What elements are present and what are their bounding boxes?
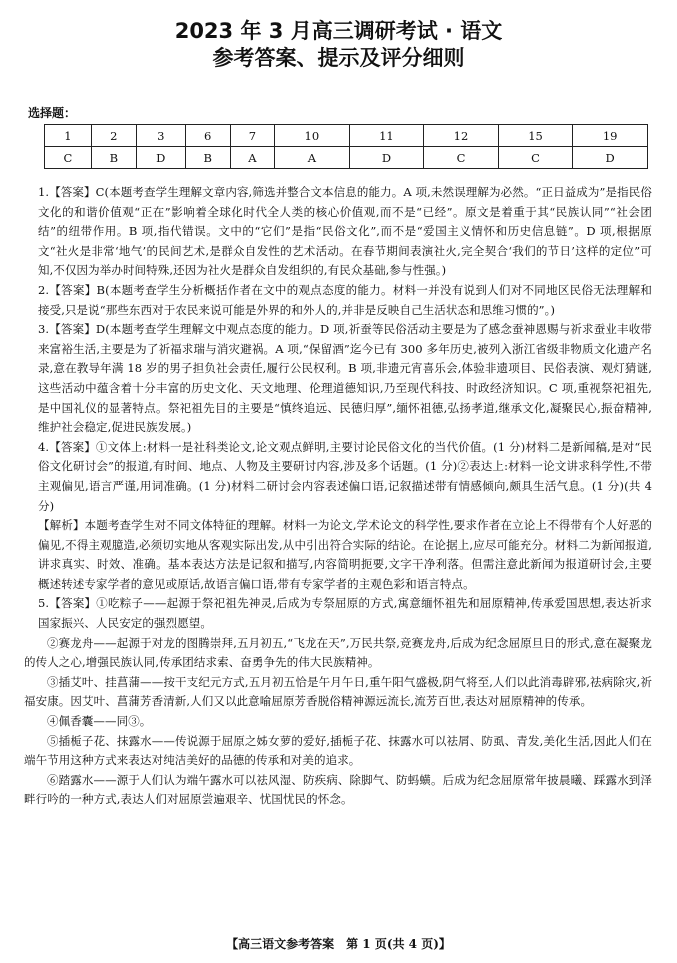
question-number: 19 [573,125,648,147]
question-number: 10 [275,125,350,147]
page-subtitle: 参考答案、提示及评分细则 [212,46,465,70]
answer-paragraph-q5: 5.【答案】①吃粽子——起源于祭祀祖先神灵,后成为专祭屈原的方式,寓意缅怀祖先和屈原精神,传承爱国思想,表达祈求国家振兴、人民安定的强烈愿望。 [38,596,652,631]
answer-paragraph-q1: 1.【答案】C(本题考查学生理解文章内容,筛选并整合文本信息的能力。A 项,未然误理解为必然。“正日益成为”是指民俗文化的和谐价值观“正在”影响着全球化时代全人类的核心价值观,而不是“已经”。原文是着重于其“民族认同”“社会团结”的纽带作用。B 项,指代错误。文中的“它们”是指“民俗文化”,而不是“爱国主义情怀和历史信息链”。D 项,根据原文“社火是非常‘地气’的民间艺术,是群众自发性的艺术活动。在春节期间表演社火,完全契合‘我们的节日’这样的定位”可知,不仅因为举办时间特殊,还因为社火是群众自发组织的,有民众基础,参与性强。) [38,185,652,278]
question-number: 2 [91,125,136,147]
choice-section-label: 选择题： [28,106,77,120]
answer-cell: D [349,147,424,169]
answer-explanations [24,183,652,810]
page-footer: 【高三语文参考答案 第 1 页(共 4 页)】 [226,937,451,951]
question-number: 15 [498,125,573,147]
question-number: 12 [424,125,499,147]
answer-item-dew: ⑥踏露水——源于人们认为端午露水可以祛风湿、防疾病、除脚气、防蚂蟥。后成为纪念屈原常年披晨曦、踩露水到泽畔行吟的一种方式,表达人们对屈原尝遍艰辛、忧国忧民的怀念。 [24,772,652,807]
question-number: 6 [185,125,230,147]
answer-item-mugwort: ③插艾叶、挂菖蒲——按干支纪元方式,五月初五恰是午月午日,重午阳气盛极,阴气将至,人们以此消毒辟邪,祛病除灾,祈福安康。因艾叶、菖蒲芳香清新,人们又以此意喻屈原芳香脱俗精神源远流长,流芳百世,表达对屈原精神的传承。 [24,674,652,709]
answer-paragraph-q4: 4.【答案】①文体上:材料一是社科类论文,论文观点鲜明,主要讨论民俗文化的当代价值。(1 分)材料二是新闻稿,是对“民俗文化研讨会”的报道,有时间、地点、人物及主要研讨内容,涉及多个话题。(1 分)②表达上:材料一论文讲求科学性,不带主观偏见,语言严谨,用词准确。(1 分)材料二研讨会内容表述偏口语,记叙描述带有情感倾向,颇具生活气息。(1 分)(共 4 分) [38,439,652,513]
answer-cell: C [498,147,573,169]
answer-cell: D [136,147,185,169]
page-title: 2023 年 3 月高三调研考试 · 语文 [174,19,503,43]
question-number: 3 [136,125,185,147]
answer-cell: C [45,147,92,169]
answer-paragraph-q3: 3.【答案】D(本题考查学生理解文中观点态度的能力。D 项,祈蚕等民俗活动主要是为了感念蚕神恩赐与祈求蚕业丰收带来富裕生活,主要是为了祈福求瑞与消灾避祸。A 项,“保留酒”迄今已有 300 多年历史,被列入浙江省级非物质文化遗产名录,意在教导年满 18 岁的男子担负社会责任,履行公民权利。B 项,非遗元宵喜乐会,体验非遗项目、民俗表演、观灯猜谜,这些活动中蕴含着十分丰富的历史文化、天文地理、伦理道德知识,乃至现代科技、时政经济知识。C 项,重视祭祀祖先,是中国礼仪的显著特点。祭祀祖先目的主要是“慎终追远、民德归厚”,缅怀祖德,弘扬孝道,继承文化,凝聚民心,振奋精神,维护社会稳定,促进民族发展。) [38,322,652,435]
answer-paragraph-q2: 2.【答案】B(本题考查学生分析概括作者在文中的观点态度的能力。材料一并没有说到人们对不同地区民俗无法理解和接受,只是说“那些东西对于农民来说可能是外界的和外人的,并非是反映自己生活状态和思维习惯的”。) [38,282,652,317]
answer-item-sachet: ④佩香囊——同③。 [47,714,152,729]
answer-cell: A [230,147,274,169]
question-number: 11 [349,125,424,147]
answer-item-gardenia: ⑤插栀子花、抹露水——传说源于屈原之姊女萝的爱好,插栀子花、抹露水可以祛屑、防虱、青发,美化生活,因此人们在端午节用这种方式来表达对纯洁美好的品德的传承和对美的追求。 [24,733,652,768]
answer-cell: C [424,147,499,169]
question-number: 7 [230,125,274,147]
answer-table-answer-row [45,147,648,169]
answer-cell: A [275,147,350,169]
answer-table-number-row [45,125,648,147]
answer-item-dragon-boat: ②赛龙舟——起源于对龙的图腾崇拜,五月初五,“飞龙在天”,万民共祭,竞赛龙舟,后成为纪念屈原旦日的形式,意在凝聚龙的传人之心,增强民族认同,传承团结求索、奋勇争先的伟大民族精神。 [24,635,652,670]
answer-table [44,124,648,169]
analysis-paragraph-q4: 【解析】本题考查学生对不同文体特征的理解。材料一为论文,学术论文的科学性,要求作者在立论上不得带有个人好恶的偏见,不得主观臆造,必须切实地从客观实际出发,从中引出符合实际的结论。在论据上,应尽可能充分。材料二为新闻报道,讲求真实、时效、准确。基本表达方法是记叙和描写,内容简明扼要,文字干净利落。但需注意此新闻为报道研讨会,主要概述转述专家学者的意见或原话,故语言偏口语,带有专家学者的主观色彩和语言特点。 [38,518,652,591]
answer-cell: B [185,147,230,169]
answer-cell: D [573,147,648,169]
question-number: 1 [45,125,92,147]
answer-cell: B [91,147,136,169]
